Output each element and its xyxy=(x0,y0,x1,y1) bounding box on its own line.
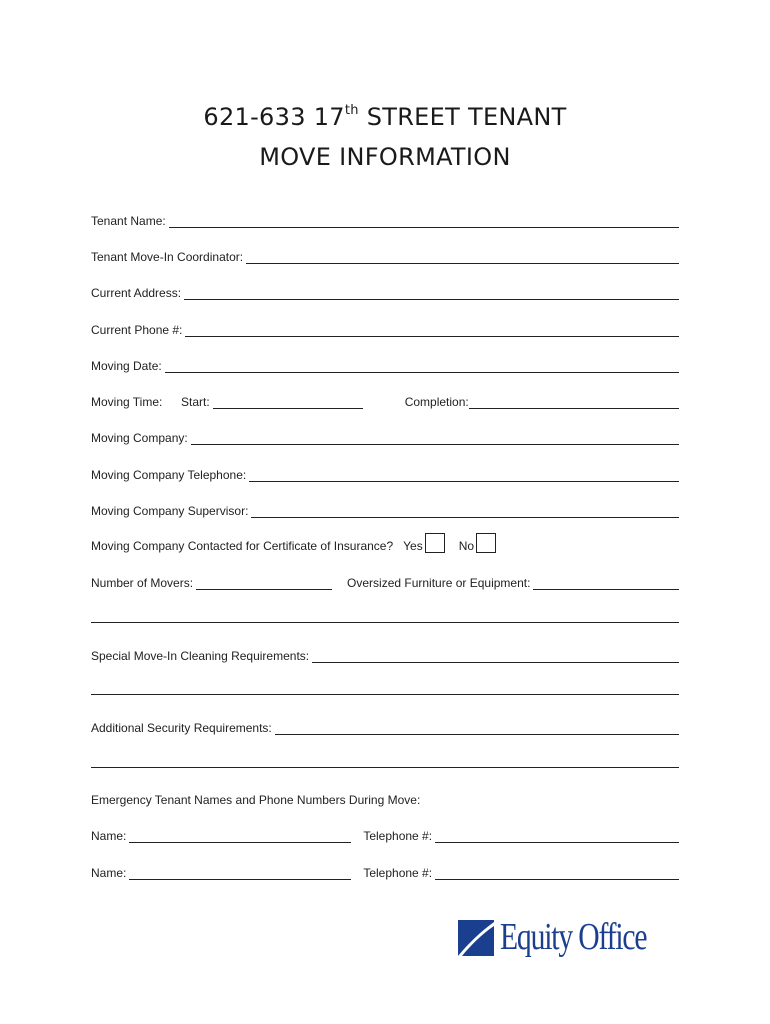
start-label: Start: xyxy=(181,395,210,409)
movers-row xyxy=(91,570,679,590)
current-address-row xyxy=(91,280,679,300)
emergency-contact-row-1 xyxy=(91,823,679,843)
certificate-question-label: Moving Company Contacted for Certificate of Insurance? xyxy=(91,539,394,553)
emergency-heading: Emergency Tenant Names and Phone Numbers During Move: xyxy=(91,793,421,807)
current-address-field[interactable] xyxy=(184,286,679,300)
telephone-field[interactable] xyxy=(435,866,679,880)
cleaning-row xyxy=(91,643,679,663)
moving-time-label: Moving Time: xyxy=(91,395,163,409)
oversized-continuation-line[interactable] xyxy=(91,622,679,623)
coordinator-label: Tenant Move-In Coordinator: xyxy=(91,250,244,264)
moving-company-label: Moving Company: xyxy=(91,431,188,445)
moving-company-supervisor-field[interactable] xyxy=(251,504,679,518)
cleaning-continuation-line[interactable] xyxy=(91,694,679,695)
name-field[interactable] xyxy=(129,829,351,843)
cleaning-label: Special Move-In Cleaning Requirements: xyxy=(91,649,310,663)
yes-label: Yes xyxy=(403,539,423,553)
emergency-contact-row-2 xyxy=(91,860,679,880)
current-phone-label: Current Phone #: xyxy=(91,323,183,337)
start-time-field[interactable] xyxy=(213,395,363,409)
number-of-movers-label: Number of Movers: xyxy=(91,576,194,590)
page-title-line1 xyxy=(0,103,770,131)
name-field[interactable] xyxy=(129,866,351,880)
moving-company-telephone-row xyxy=(91,462,679,482)
title-street: STREET TENANT xyxy=(358,103,567,131)
number-of-movers-field[interactable] xyxy=(196,576,332,590)
tenant-name-label: Tenant Name: xyxy=(91,214,166,228)
logo-text: Equity Office xyxy=(500,916,647,958)
title-superscript: th xyxy=(344,103,359,118)
current-phone-field[interactable] xyxy=(185,323,679,337)
telephone-field[interactable] xyxy=(435,829,679,843)
no-checkbox[interactable] xyxy=(476,533,496,553)
current-phone-row xyxy=(91,317,679,337)
moving-time-row xyxy=(91,389,679,409)
moving-company-telephone-field[interactable] xyxy=(249,468,679,482)
security-continuation-line[interactable] xyxy=(91,767,679,768)
tenant-name-row xyxy=(91,208,679,228)
name-label: Name: xyxy=(91,829,127,843)
security-row xyxy=(91,715,679,735)
moving-date-row xyxy=(91,353,679,373)
completion-label: Completion: xyxy=(404,395,469,409)
moving-company-telephone-label: Moving Company Telephone: xyxy=(91,468,247,482)
title-address: 621-633 17 xyxy=(203,103,345,131)
oversized-label: Oversized Furniture or Equipment: xyxy=(347,576,531,590)
moving-company-field[interactable] xyxy=(191,431,679,445)
coordinator-field[interactable] xyxy=(246,250,679,264)
yes-checkbox[interactable] xyxy=(425,533,445,553)
tenant-name-field[interactable] xyxy=(169,214,679,228)
no-label: No xyxy=(458,539,475,553)
coordinator-row xyxy=(91,244,679,264)
moving-company-supervisor-label: Moving Company Supervisor: xyxy=(91,504,249,518)
security-label: Additional Security Requirements: xyxy=(91,721,272,735)
moving-company-supervisor-row xyxy=(91,498,679,518)
telephone-label: Telephone #: xyxy=(363,866,433,880)
certificate-row xyxy=(91,531,679,553)
telephone-label: Telephone #: xyxy=(363,829,433,843)
moving-date-field[interactable] xyxy=(165,359,679,373)
equity-office-logo-icon xyxy=(458,920,494,956)
emergency-heading-row xyxy=(91,787,679,807)
cleaning-field[interactable] xyxy=(312,649,679,663)
name-label: Name: xyxy=(91,866,127,880)
current-address-label: Current Address: xyxy=(91,286,182,300)
security-field[interactable] xyxy=(275,721,679,735)
moving-date-label: Moving Date: xyxy=(91,359,162,373)
completion-time-field[interactable] xyxy=(469,395,679,409)
equity-office-logo xyxy=(458,912,678,962)
moving-company-row xyxy=(91,425,679,445)
page-title-line2: MOVE INFORMATION xyxy=(259,143,511,171)
oversized-field[interactable] xyxy=(533,576,679,590)
